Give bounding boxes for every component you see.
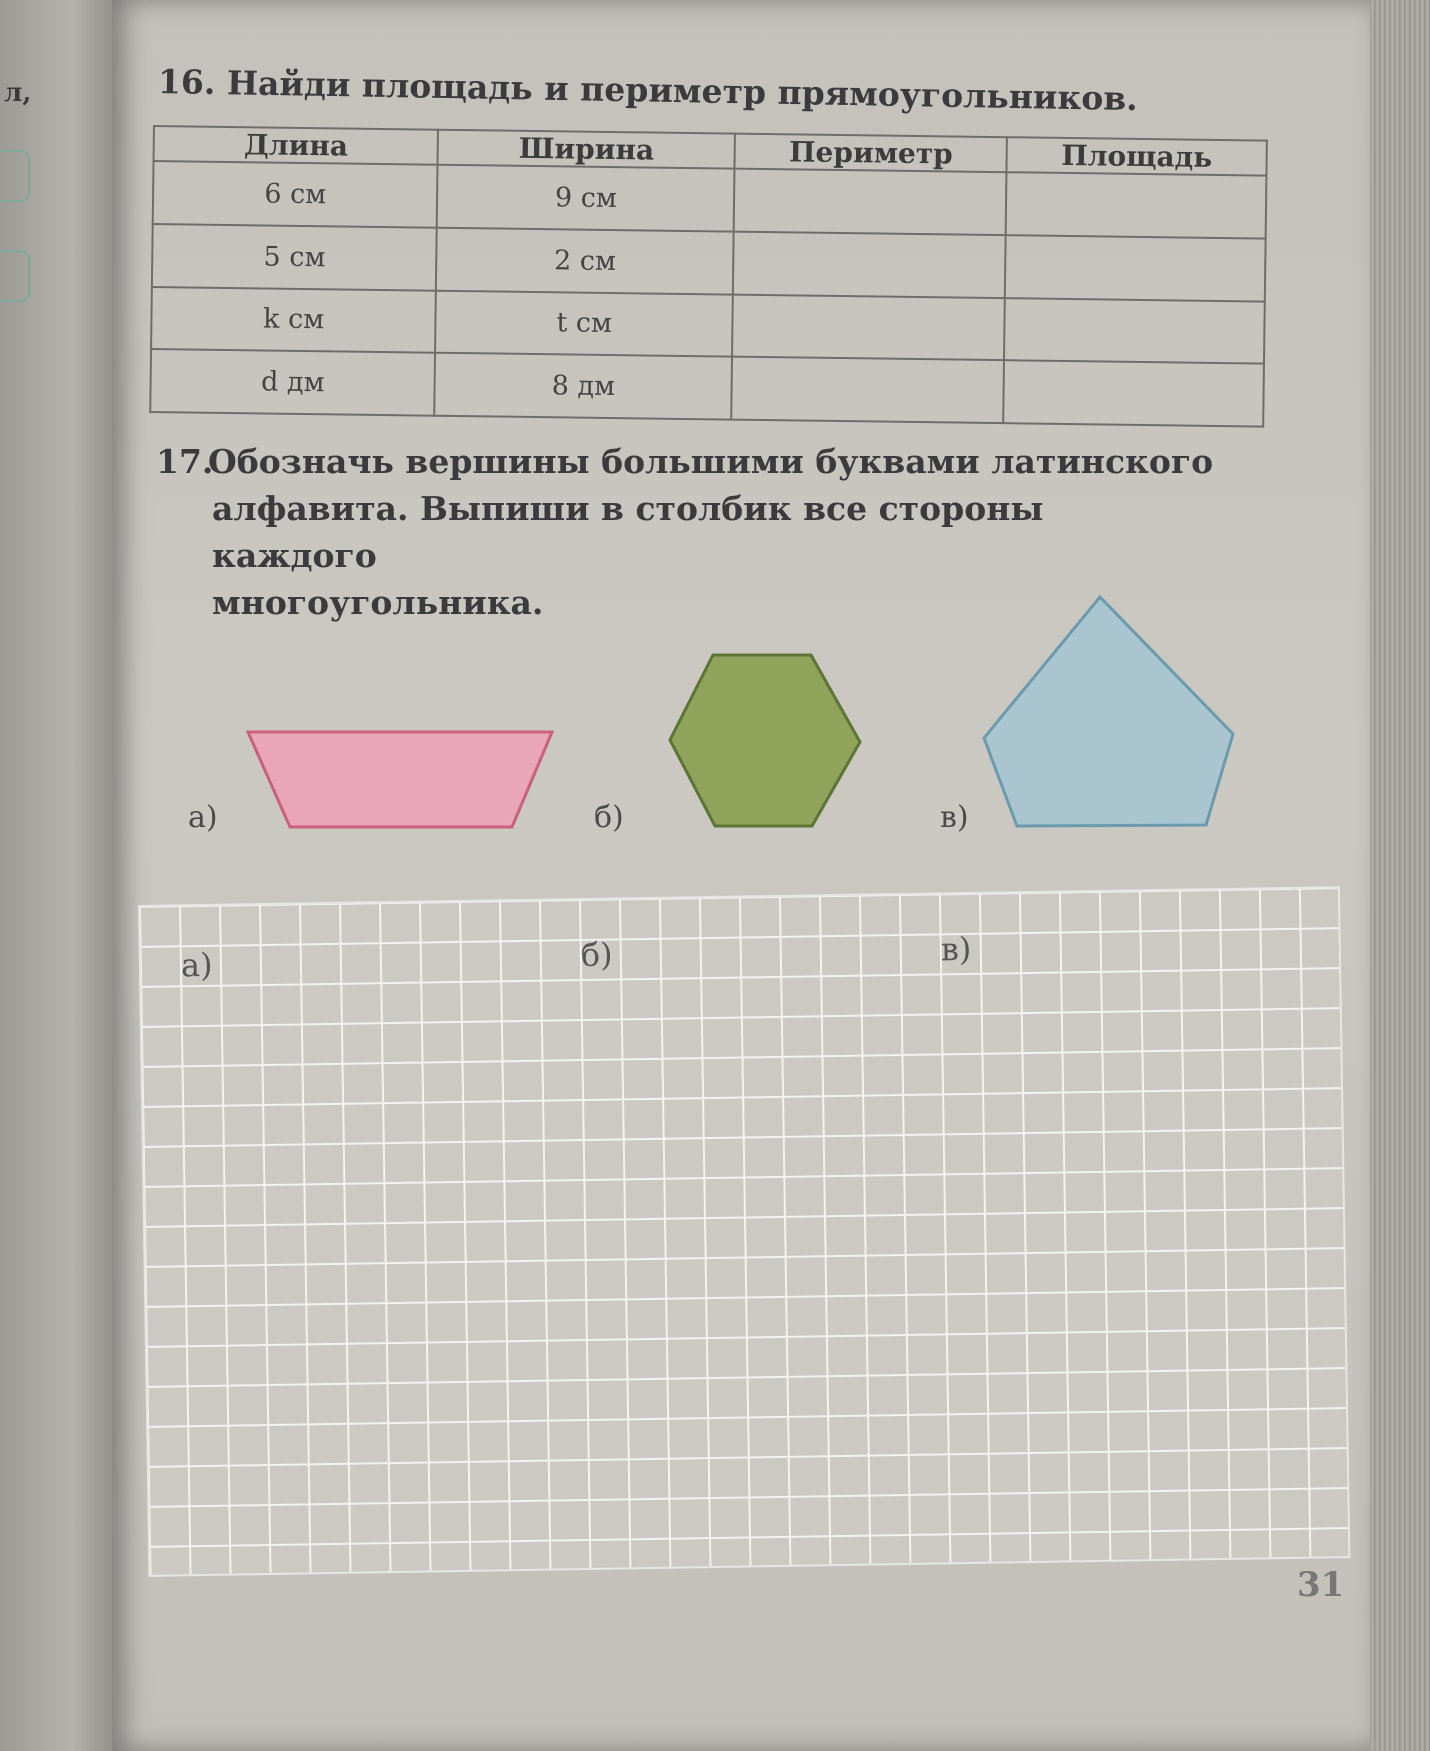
grid-label-a: а) [180,945,213,985]
shape-label-b: б) [594,800,624,835]
shape-label-a: а) [188,800,218,835]
area-answer-cell[interactable] [1005,235,1266,301]
exercise-17-line-3: многоугольника. [212,583,544,622]
exercise-17-line-1: Обозначь вершины большими буквами латинского [208,442,1214,481]
area-answer-cell[interactable] [1003,360,1264,426]
answer-grid[interactable] [138,886,1350,1577]
exercise-16-title: 16. Найди площадь и периметр прямоугольников. [157,62,1139,119]
grid-label-b: б) [580,935,613,975]
left-page-frame-mark [0,250,30,302]
exercise-17-text [156,438,1216,626]
page-edges-stack [1370,0,1430,1751]
table-row [150,349,1264,426]
exercise-17-number: 17. [156,442,214,481]
rectangles-table [149,125,1268,428]
length-cell: d дм [150,349,435,415]
area-answer-cell[interactable] [1006,172,1267,238]
perimeter-answer-cell[interactable] [732,294,1005,360]
previous-page-edge [0,0,120,1751]
shape-label-c: в) [940,800,969,835]
width-cell: 2 см [436,227,734,294]
exercise-17-line-2: алфавита. Выпиши в столбик все стороны каждого [212,489,1044,575]
header-perimeter: Периметр [735,134,1007,173]
perimeter-answer-cell[interactable] [731,357,1004,423]
grid-label-c: в) [940,929,972,969]
area-answer-cell[interactable] [1004,298,1265,364]
length-cell: 6 см [153,161,438,227]
header-length: Длина [154,126,439,165]
width-cell: 9 см [437,165,735,232]
length-cell: k см [151,286,436,352]
left-page-text-fragment: л, [4,78,32,108]
length-cell: 5 см [152,224,437,290]
left-page-frame-mark [0,150,30,202]
page-number: 31 [1297,1565,1345,1605]
perimeter-answer-cell[interactable] [733,231,1006,297]
perimeter-answer-cell[interactable] [734,169,1007,235]
header-width: Ширина [438,130,735,169]
header-area: Площадь [1007,137,1267,175]
width-cell: 8 дм [435,353,733,420]
width-cell: t см [435,290,733,357]
